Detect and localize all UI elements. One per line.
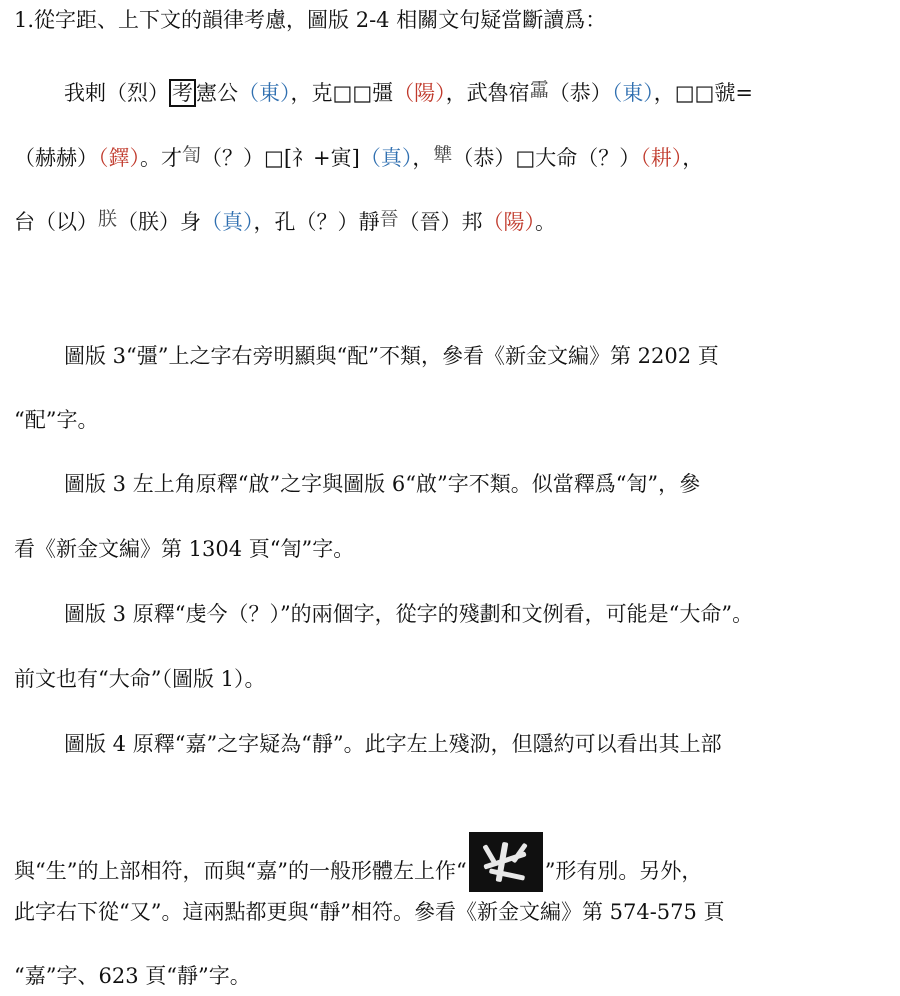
verse-text: （晉）邦 <box>398 210 483 234</box>
verse-text: ， <box>682 146 704 170</box>
verse-text: ，克□□彊 <box>290 81 394 105</box>
p2-line-2: 看《新金文編》第 1304 頁“訇”字。 <box>14 537 355 561</box>
p1-line-2: “配”字。 <box>14 408 99 432</box>
verse-text: ， <box>412 146 434 170</box>
verse-text: （？）□[礻+寅] <box>201 146 360 170</box>
verse-text: （恭）□大命（？） <box>452 146 641 170</box>
p4-line-2 <box>14 832 703 883</box>
verse-text: 我剌（烈） <box>64 81 169 105</box>
p1-line-1: 圖版 3“彊”上之字右旁明顯與“配”不類，參看《新金文編》第 2202 頁 <box>64 344 719 368</box>
bronze-glyph: 靁 <box>529 79 549 101</box>
verse-text: ，□□虢= <box>653 81 753 105</box>
rhyme-tag-zhen: （真） <box>201 210 254 234</box>
bronze-glyph: 晉 <box>379 208 399 230</box>
verse-text: 。才 <box>140 146 182 170</box>
rhyme-tag-dong: （東） <box>238 81 291 105</box>
p4-text: 與“生”的上部相符，而與“嘉”的一般形體左上作“ <box>14 859 467 883</box>
verse-line-3 <box>14 205 556 233</box>
verse-text: （恭） <box>548 81 612 105</box>
verse-text: ，孔（？）靜 <box>253 210 380 234</box>
verse-text: 憲公 <box>196 81 238 105</box>
p4-line-1: 圖版 4 原釋“嘉”之字疑為“靜”。此字左上殘泐，但隱約可以看出其上部 <box>64 732 722 756</box>
p4-line-4: “嘉”字、623 頁“靜”字。 <box>14 964 251 988</box>
rhyme-tag-yang: （陽） <box>393 81 446 105</box>
bronze-glyph: 訇 <box>182 144 202 166</box>
rhyme-tag-geng: （耕） <box>640 146 683 170</box>
p2-line-1: 圖版 3 左上角原釋“啟”之字與圖版 6“啟”字不類。似當釋爲“訇”，參 <box>64 472 701 496</box>
p4-line-3: 此字右下從“又”。這兩點都更與“靜”相符。參看《新金文編》第 574-575 頁 <box>14 900 725 924</box>
verse-text: （赫赫） <box>14 146 98 170</box>
bronze-glyph: 朕 <box>98 208 118 230</box>
p4-text: ”形有別。另外， <box>544 859 703 883</box>
rhyme-tag-yang: （陽） <box>482 210 536 234</box>
rhyme-tag-zhen: （真） <box>359 146 413 170</box>
verse-line-1 <box>64 76 753 104</box>
verse-text: （朕）身 <box>117 210 202 234</box>
verse-line-2 <box>14 141 703 169</box>
bronze-glyph: 犨 <box>433 144 453 166</box>
p3-line-2: 前文也有“大命”（圖版 1）。 <box>14 667 266 691</box>
rhyme-tag-dong: （東） <box>611 81 654 105</box>
verse-text: ，武魯宿 <box>445 81 530 105</box>
heading-line: 1.從字距、上下文的韻律考慮，圖版 2-4 相關文句疑當斷讀爲： <box>14 8 607 32</box>
verse-text: 。 <box>535 210 557 234</box>
rubbing-glyph-image <box>469 832 543 892</box>
boxed-char: 考 <box>169 79 196 107</box>
p3-line-1: 圖版 3 原釋“虔今（？）”的兩個字，從字的殘劃和文例看，可能是“大命”。 <box>64 602 754 626</box>
verse-text: 台（以） <box>14 210 98 234</box>
rhyme-tag-duo: （鐸） <box>98 146 140 170</box>
